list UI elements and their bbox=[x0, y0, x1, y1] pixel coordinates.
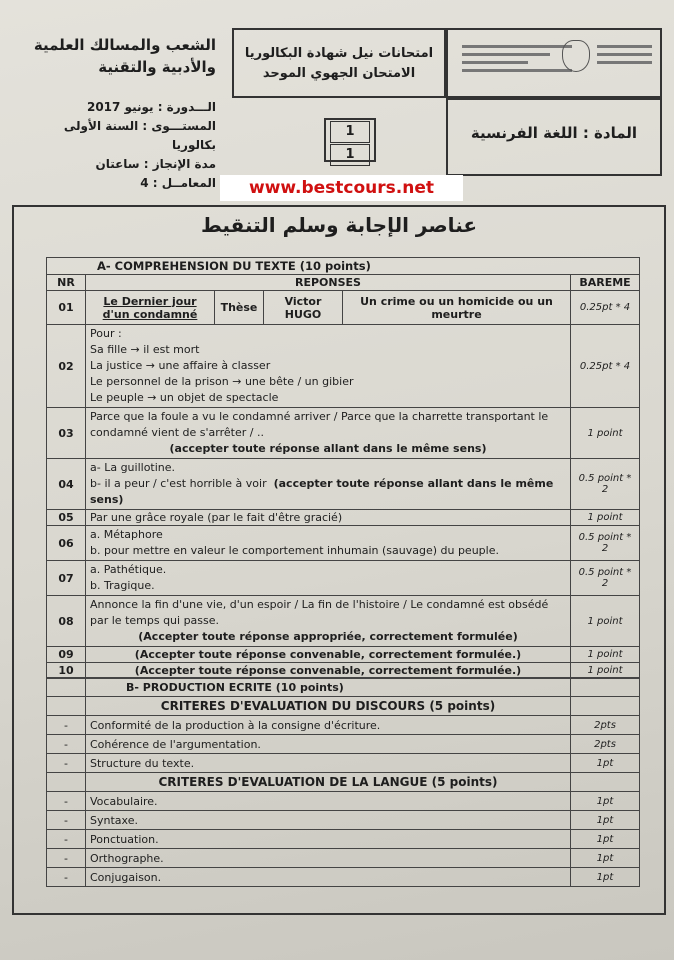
dash-cell: - bbox=[47, 754, 86, 773]
points-cell: 0.25pt * 4 bbox=[571, 291, 640, 325]
answer-cell: Par une grâce royale (par le fait d'être gracié) bbox=[86, 510, 571, 526]
criterion-label: Conjugaison. bbox=[86, 868, 571, 887]
exam-title-line-1: امتحانات نيل شهادة البكالوريا bbox=[244, 46, 434, 61]
question-number: 07 bbox=[47, 561, 86, 596]
dash-cell bbox=[47, 678, 86, 697]
points-cell: 0.5 point * 2 bbox=[571, 459, 640, 510]
points-cell: 1 point bbox=[571, 408, 640, 459]
dash-cell bbox=[47, 697, 86, 716]
table-row bbox=[47, 258, 640, 275]
dash-cell: - bbox=[47, 830, 86, 849]
page-total: 1 bbox=[330, 144, 370, 166]
answer-line: Sa fille → il est mort bbox=[90, 343, 200, 356]
answer-line: b. Tragique. bbox=[90, 579, 155, 592]
dash-cell bbox=[47, 773, 86, 792]
table-row bbox=[47, 647, 640, 663]
answer-line: Pour : bbox=[90, 327, 122, 340]
answer-key-frame bbox=[12, 205, 666, 915]
answer-cell: Thèse bbox=[215, 291, 264, 325]
criterion-label: Ponctuation. bbox=[86, 830, 571, 849]
dash-cell: - bbox=[47, 868, 86, 887]
watermark-link[interactable]: www.bestcours.net bbox=[220, 175, 463, 201]
question-number: 10 bbox=[47, 663, 86, 679]
table-row bbox=[47, 325, 640, 408]
points-cell bbox=[571, 697, 640, 716]
points-cell: 0.25pt * 4 bbox=[571, 325, 640, 408]
answer-line: a. Métaphore bbox=[90, 528, 163, 541]
logo-text-lines bbox=[462, 40, 572, 77]
main-title: عناصر الإجابة وسلم التنقيط bbox=[200, 213, 478, 237]
table-row bbox=[47, 792, 640, 811]
table-row bbox=[47, 408, 640, 459]
answer-line: b- il a peur / c'est horrible à voir bbox=[90, 477, 267, 490]
answer-cell: Le Dernier jour d'un condamné bbox=[86, 291, 215, 325]
dash-cell: - bbox=[47, 716, 86, 735]
answer-note: (accepter toute réponse allant dans le même sens) bbox=[169, 442, 487, 455]
page-number-box bbox=[324, 118, 376, 162]
criterion-label: Structure du texte. bbox=[86, 754, 571, 773]
points-cell: 1pt bbox=[571, 830, 640, 849]
streams-label bbox=[12, 30, 222, 102]
points-cell: 2pts bbox=[571, 735, 640, 754]
level: المستـــوى : السنة الأولى بكالوريا bbox=[63, 119, 216, 152]
table-row bbox=[47, 735, 640, 754]
exam-title-line-2: الامتحان الجهوي الموحد bbox=[262, 66, 416, 81]
subject-label: المادة : اللغة الفرنسية bbox=[470, 124, 638, 142]
points-cell: 0.5 point * 2 bbox=[571, 561, 640, 596]
question-number: 06 bbox=[47, 526, 86, 561]
coefficient: المعامــل : 4 bbox=[140, 176, 216, 190]
session-date: الـــدورة : يونيو 2017 bbox=[86, 100, 216, 114]
streams-line-1: الشعب والمسالك العلمية bbox=[33, 36, 216, 54]
question-number: 08 bbox=[47, 596, 86, 647]
table-header-row bbox=[47, 275, 640, 291]
streams-line-2: والأدبية والتقنية bbox=[98, 58, 216, 76]
table-row bbox=[47, 526, 640, 561]
table-row bbox=[47, 849, 640, 868]
question-number: 02 bbox=[47, 325, 86, 408]
answer-line: Le personnel de la prison → une bête / un gibier bbox=[90, 375, 354, 388]
page-number: 1 bbox=[330, 121, 370, 143]
answer-cell: (Accepter toute réponse convenable, correctement formulée.) bbox=[86, 663, 571, 679]
criterion-label: Conformité de la production à la consigne d'écriture. bbox=[86, 716, 571, 735]
points-cell: 2pts bbox=[571, 716, 640, 735]
dash-cell: - bbox=[47, 849, 86, 868]
table-row bbox=[47, 754, 640, 773]
section-a-title: A- COMPREHENSION DU TEXTE (10 points) bbox=[47, 258, 640, 275]
question-number: 03 bbox=[47, 408, 86, 459]
points-cell: 1pt bbox=[571, 754, 640, 773]
table-row bbox=[47, 811, 640, 830]
answer-line: Annonce la fin d'une vie, d'un espoir / La fin de l'histoire / Le condamné est obsédé par le temps qui passe. bbox=[90, 598, 549, 627]
table-row bbox=[47, 596, 640, 647]
logo-text-lines-right bbox=[597, 40, 652, 69]
table-row bbox=[47, 716, 640, 735]
criterion-label: Syntaxe. bbox=[86, 811, 571, 830]
answer-line: Le peuple → un objet de spectacle bbox=[90, 391, 279, 404]
answer-cell bbox=[86, 596, 571, 647]
answer-cell: (Accepter toute réponse convenable, correctement formulée.) bbox=[86, 647, 571, 663]
answer-cell bbox=[86, 526, 571, 561]
answer-note: (Accepter toute réponse appropriée, correctement formulée) bbox=[138, 630, 518, 643]
points-cell: 1 point bbox=[571, 596, 640, 647]
criteria-langue-title: CRITERES D'EVALUATION DE LA LANGUE (5 points) bbox=[86, 773, 571, 792]
exam-title-box bbox=[232, 28, 446, 98]
table-row bbox=[47, 830, 640, 849]
answer-cell: Un crime ou un homicide ou un meurtre bbox=[343, 291, 571, 325]
table-row bbox=[47, 697, 640, 716]
table-row bbox=[47, 678, 640, 697]
answer-line: a. Pathétique. bbox=[90, 563, 167, 576]
criterion-label: Vocabulaire. bbox=[86, 792, 571, 811]
answer-cell bbox=[86, 408, 571, 459]
points-cell bbox=[571, 773, 640, 792]
question-number: 05 bbox=[47, 510, 86, 526]
section-b-title: B- PRODUCTION ECRITE (10 points) bbox=[86, 678, 571, 697]
points-cell: 1 point bbox=[571, 663, 640, 679]
table-row bbox=[47, 561, 640, 596]
table-row bbox=[47, 773, 640, 792]
answer-cell bbox=[86, 561, 571, 596]
points-cell: 1pt bbox=[571, 792, 640, 811]
production-table bbox=[46, 677, 640, 887]
ministry-logo-box bbox=[446, 28, 662, 98]
points-cell: 1 point bbox=[571, 510, 640, 526]
coat-of-arms-icon bbox=[562, 40, 590, 72]
table-row bbox=[47, 868, 640, 887]
answer-line: Parce que la foule a vu le condamné arriver / Parce que la charrette transportant le condamné vient de s'arrêter / .. bbox=[90, 410, 549, 439]
dash-cell: - bbox=[47, 735, 86, 754]
question-number: 01 bbox=[47, 291, 86, 325]
question-number: 04 bbox=[47, 459, 86, 510]
dash-cell: - bbox=[47, 792, 86, 811]
answer-note: (accepter toute réponse allant dans le même sens) bbox=[90, 477, 554, 506]
criterion-label: Cohérence de l'argumentation. bbox=[86, 735, 571, 754]
table-row bbox=[47, 291, 640, 325]
comprehension-table bbox=[46, 257, 640, 679]
points-cell: 1pt bbox=[571, 811, 640, 830]
answer-line: a- La guillotine. bbox=[90, 461, 176, 474]
answer-line: La justice → une affaire à classer bbox=[90, 359, 271, 372]
table-row bbox=[47, 459, 640, 510]
dash-cell: - bbox=[47, 811, 86, 830]
points-cell bbox=[571, 678, 640, 697]
points-cell: 1pt bbox=[571, 849, 640, 868]
criterion-label: Orthographe. bbox=[86, 849, 571, 868]
answer-line: b. pour mettre en valeur le comportement inhumain (sauvage) du peuple. bbox=[90, 544, 499, 557]
points-cell: 1 point bbox=[571, 647, 640, 663]
table-row bbox=[47, 510, 640, 526]
question-number: 09 bbox=[47, 647, 86, 663]
col-nr: NR bbox=[47, 275, 86, 291]
answer-cell bbox=[86, 325, 571, 408]
answer-cell: Victor HUGO bbox=[264, 291, 343, 325]
col-reponses: REPONSES bbox=[86, 275, 571, 291]
points-cell: 0.5 point * 2 bbox=[571, 526, 640, 561]
answer-cell bbox=[86, 459, 571, 510]
session-info bbox=[12, 96, 222, 190]
criteria-discours-title: CRITERES D'EVALUATION DU DISCOURS (5 points) bbox=[86, 697, 571, 716]
subject-box bbox=[446, 98, 662, 176]
col-bareme: BAREME bbox=[571, 275, 640, 291]
duration: مدة الإنجاز : ساعتان bbox=[95, 157, 216, 171]
points-cell: 1pt bbox=[571, 868, 640, 887]
